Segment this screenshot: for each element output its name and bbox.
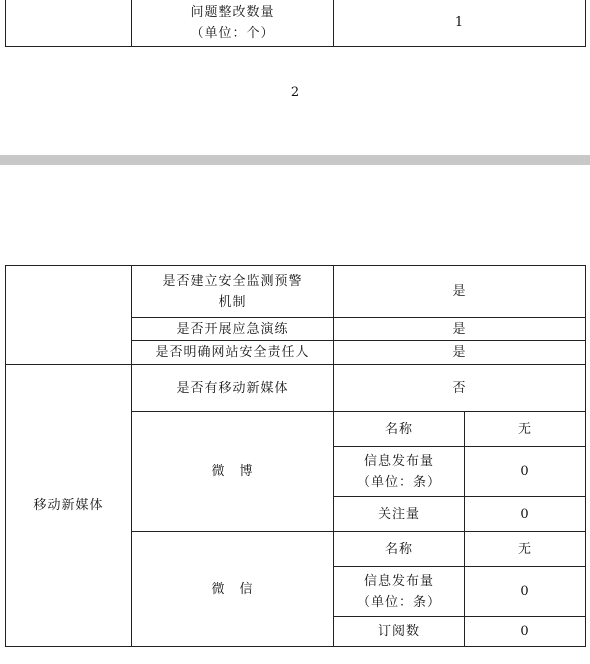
emergency-drill-value: 是 (334, 318, 586, 341)
weibo-followers-label: 关注量 (334, 497, 465, 532)
weibo-name-value: 无 (465, 412, 586, 447)
security-officer-label: 是否明确网站安全责任人 (132, 341, 334, 365)
rectification-count-unit: （单位：个） (190, 25, 275, 41)
table-cell (6, 0, 132, 47)
weibo-posts-label: 信息发布量 (363, 453, 434, 469)
table-cell (132, 0, 334, 47)
page-separator (0, 155, 590, 165)
table-cell (6, 266, 132, 365)
security-media-table (5, 265, 586, 647)
monitoring-warning-label-cont: 机制 (218, 294, 247, 310)
monitoring-warning-label: 是否建立安全监测预警 (162, 273, 303, 289)
rectification-count-value: 1 (334, 0, 586, 47)
new-media-section-label: 移动新媒体 (6, 365, 132, 647)
emergency-drill-label: 是否开展应急演练 (132, 318, 334, 341)
table-cell (334, 447, 465, 497)
has-new-media-value: 否 (334, 365, 586, 412)
rectification-count-label: 问题整改数量 (190, 4, 275, 20)
weibo-followers-value: 0 (465, 497, 586, 532)
page-bottom (0, 165, 590, 664)
weixin-posts-unit: （单位：条） (356, 594, 441, 610)
table-row (6, 266, 586, 318)
table-cell (334, 567, 465, 617)
security-officer-value: 是 (334, 341, 586, 365)
page-top (0, 0, 590, 155)
weixin-subscribers-label: 订阅数 (334, 617, 465, 647)
weixin-label: 微 信 (132, 532, 334, 647)
weixin-posts-label: 信息发布量 (363, 573, 434, 589)
has-new-media-label: 是否有移动新媒体 (132, 365, 334, 412)
weibo-name-label: 名称 (334, 412, 465, 447)
top-table (5, 0, 586, 47)
table-cell (132, 266, 334, 318)
weibo-label: 微 博 (132, 412, 334, 532)
table-row (6, 365, 586, 412)
weixin-name-label: 名称 (334, 532, 465, 567)
monitoring-warning-value: 是 (334, 266, 586, 318)
weixin-subscribers-value: 0 (465, 617, 586, 647)
table-row (6, 0, 586, 47)
weibo-posts-value: 0 (465, 447, 586, 497)
weibo-posts-unit: （单位：条） (356, 474, 441, 490)
weixin-name-value: 无 (465, 532, 586, 567)
weixin-posts-value: 0 (465, 567, 586, 617)
page-number: 2 (290, 85, 300, 100)
